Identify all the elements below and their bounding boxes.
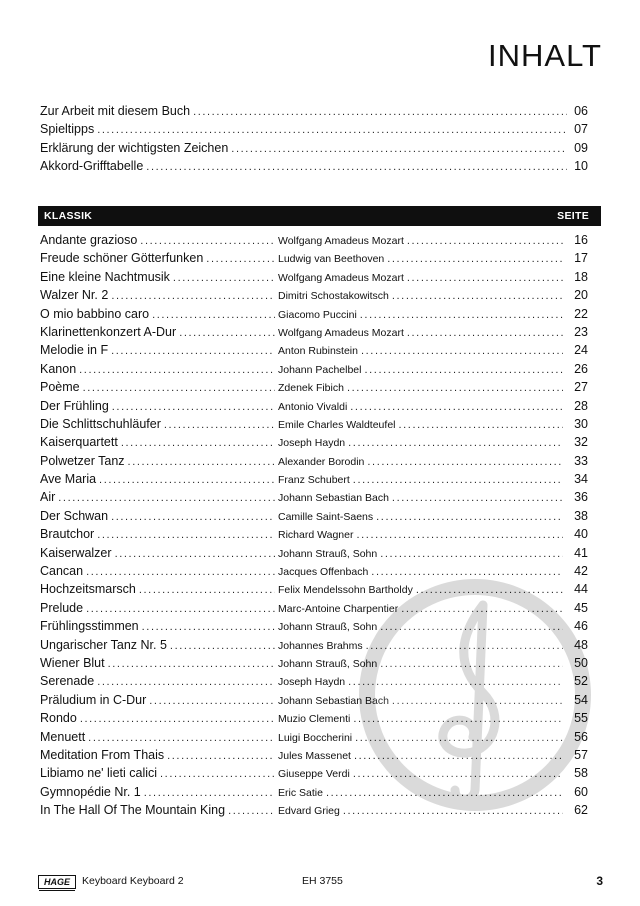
toc-entry[interactable] bbox=[40, 785, 588, 803]
entry-page: 22 bbox=[574, 306, 588, 321]
leader-dots bbox=[231, 143, 567, 155]
toc-entry[interactable] bbox=[40, 233, 588, 251]
toc-entry[interactable] bbox=[40, 490, 588, 508]
intro-item-page: 07 bbox=[574, 122, 588, 137]
entry-composer-cell bbox=[278, 805, 566, 817]
toc-entry[interactable] bbox=[40, 711, 588, 729]
entry-title: Andante grazioso bbox=[40, 233, 138, 247]
entry-title: Polwetzer Tanz bbox=[40, 453, 125, 468]
leader-dots bbox=[360, 309, 563, 321]
entry-composer: Zdenek Fibich bbox=[278, 382, 344, 395]
entry-page: 55 bbox=[574, 711, 588, 726]
toc-entry[interactable] bbox=[40, 325, 588, 343]
intro-item-page: 10 bbox=[574, 158, 588, 173]
entry-page: 57 bbox=[574, 747, 588, 762]
entry-page: 17 bbox=[574, 251, 588, 266]
entry-title: Der Frühling bbox=[40, 398, 109, 413]
toc-entry[interactable] bbox=[40, 546, 588, 564]
entry-composer-cell bbox=[278, 640, 566, 652]
entry-composer: Camille Saint-Saens bbox=[278, 510, 374, 523]
entry-composer-cell bbox=[278, 695, 566, 707]
leader-dots bbox=[160, 768, 275, 780]
entry-composer: Alexander Borodin bbox=[278, 455, 365, 468]
entry-title: Serenade bbox=[40, 674, 95, 689]
leader-dots bbox=[173, 272, 275, 284]
edition-code: EH 3755 bbox=[302, 875, 343, 887]
entry-composer-cell bbox=[278, 511, 566, 523]
entry-page: 60 bbox=[574, 784, 588, 799]
entry-composer: Jacques Offenbach bbox=[278, 566, 369, 579]
entry-title-cell bbox=[40, 362, 278, 376]
entry-composer: Wolfgang Amadeus Mozart bbox=[278, 326, 404, 339]
leader-dots bbox=[380, 658, 563, 670]
entry-title: Air bbox=[40, 490, 56, 505]
entry-title-cell bbox=[40, 307, 278, 321]
entry-page: 56 bbox=[574, 729, 588, 744]
leader-dots bbox=[149, 695, 275, 707]
entry-title-cell bbox=[40, 380, 278, 394]
entry-composer: Giuseppe Verdi bbox=[278, 768, 350, 781]
toc-entry[interactable] bbox=[40, 435, 588, 453]
entry-composer-cell bbox=[278, 419, 566, 431]
leader-dots bbox=[167, 750, 275, 762]
page-footer bbox=[38, 874, 603, 890]
entry-composer: Johann Pachelbel bbox=[278, 363, 362, 376]
leader-dots bbox=[97, 124, 567, 136]
entry-title-cell bbox=[40, 582, 278, 596]
toc-entry[interactable] bbox=[40, 693, 588, 711]
entry-page: 44 bbox=[574, 582, 588, 597]
toc-entry[interactable] bbox=[40, 766, 588, 784]
leader-dots bbox=[366, 640, 563, 652]
entry-composer: Dimitri Schostakowitsch bbox=[278, 290, 389, 303]
entry-title-cell bbox=[40, 490, 278, 504]
entry-title-cell bbox=[40, 638, 278, 652]
toc-entry[interactable] bbox=[40, 362, 588, 380]
entry-page: 16 bbox=[574, 233, 588, 247]
leader-dots bbox=[128, 456, 275, 468]
entry-composer-cell bbox=[278, 235, 566, 247]
entry-title-cell bbox=[40, 803, 278, 817]
intro-item-page: 09 bbox=[574, 140, 588, 155]
leader-dots bbox=[88, 732, 275, 744]
entry-title-cell bbox=[40, 233, 278, 247]
entry-composer: Edvard Grieg bbox=[278, 805, 340, 818]
intro-item[interactable] bbox=[40, 159, 588, 177]
leader-dots bbox=[367, 456, 563, 468]
leader-dots bbox=[111, 290, 275, 302]
entry-page: 20 bbox=[574, 288, 588, 303]
entry-page: 32 bbox=[574, 435, 588, 450]
toc-entry[interactable] bbox=[40, 288, 588, 306]
toc-entry[interactable] bbox=[40, 380, 588, 398]
leader-dots bbox=[164, 419, 275, 431]
toc-entry[interactable] bbox=[40, 399, 588, 417]
entry-composer: Luigi Boccherini bbox=[278, 731, 353, 744]
leader-dots bbox=[83, 382, 275, 394]
entry-composer-cell bbox=[278, 713, 566, 725]
leader-dots bbox=[348, 437, 563, 449]
toc-entry[interactable] bbox=[40, 730, 588, 748]
entry-page: 40 bbox=[574, 527, 588, 542]
entry-title-cell bbox=[40, 711, 278, 725]
leader-dots bbox=[112, 401, 275, 413]
leader-dots bbox=[58, 492, 275, 504]
entry-title: Ungarischer Tanz Nr. 5 bbox=[40, 637, 167, 652]
entry-title-cell bbox=[40, 251, 278, 265]
entry-page: 54 bbox=[574, 692, 588, 707]
entry-composer-cell bbox=[278, 787, 566, 799]
entry-title-cell bbox=[40, 730, 278, 744]
entry-page: 18 bbox=[574, 269, 588, 284]
entry-composer-cell bbox=[278, 584, 566, 596]
leader-dots bbox=[401, 603, 563, 615]
toc-entry[interactable] bbox=[40, 582, 588, 600]
entry-title: Gymnopédie Nr. 1 bbox=[40, 784, 141, 799]
entry-composer: Wolfgang Amadeus Mozart bbox=[278, 235, 404, 247]
entry-title-cell bbox=[40, 435, 278, 449]
leader-dots bbox=[354, 750, 563, 762]
leader-dots bbox=[364, 364, 563, 376]
entry-composer-cell bbox=[278, 272, 566, 284]
entry-title-cell bbox=[40, 546, 278, 560]
entry-title-cell bbox=[40, 693, 278, 707]
entry-page: 36 bbox=[574, 490, 588, 505]
leader-dots bbox=[353, 768, 563, 780]
leader-dots bbox=[97, 529, 275, 541]
leader-dots bbox=[392, 290, 563, 302]
entry-title-cell bbox=[40, 454, 278, 468]
leader-dots bbox=[140, 235, 275, 247]
intro-list bbox=[40, 104, 588, 177]
leader-dots bbox=[228, 805, 275, 817]
leader-dots bbox=[350, 401, 563, 413]
toc-entry[interactable] bbox=[40, 619, 588, 637]
entry-title: Ave Maria bbox=[40, 472, 97, 487]
entry-title-cell bbox=[40, 785, 278, 799]
entry-title-cell bbox=[40, 417, 278, 431]
leader-dots bbox=[356, 529, 563, 541]
entry-page: 30 bbox=[574, 416, 588, 431]
entry-page: 33 bbox=[574, 453, 588, 468]
leader-dots bbox=[371, 566, 563, 578]
leader-dots bbox=[146, 161, 567, 173]
entry-title: Melodie in F bbox=[40, 343, 109, 358]
contents-list bbox=[40, 233, 588, 822]
toc-entry[interactable] bbox=[40, 748, 588, 766]
entry-title-cell bbox=[40, 619, 278, 633]
section-header-bar bbox=[38, 206, 601, 226]
section-page-label: SEITE bbox=[557, 210, 589, 222]
entry-title: Brautchor bbox=[40, 527, 95, 542]
entry-title: Libiamo ne' lieti calici bbox=[40, 766, 158, 781]
entry-title: Cancan bbox=[40, 564, 84, 579]
entry-page: 38 bbox=[574, 508, 588, 523]
leader-dots bbox=[348, 676, 563, 688]
entry-title: Kaiserwalzer bbox=[40, 545, 112, 560]
toc-entry[interactable] bbox=[40, 638, 588, 656]
entry-composer: Richard Wagner bbox=[278, 529, 354, 542]
entry-title: Eine kleine Nachtmusik bbox=[40, 269, 170, 284]
leader-dots bbox=[121, 437, 275, 449]
entry-title: O mio babbino caro bbox=[40, 306, 150, 321]
leader-dots bbox=[407, 235, 563, 247]
intro-item[interactable] bbox=[40, 122, 588, 140]
toc-entry[interactable] bbox=[40, 674, 588, 692]
page-title: INHALT bbox=[488, 38, 602, 73]
entry-composer-cell bbox=[278, 566, 566, 578]
entry-composer-cell bbox=[278, 456, 566, 468]
entry-page: 27 bbox=[574, 380, 588, 395]
entry-composer: Jules Massenet bbox=[278, 749, 351, 762]
intro-item-title: Zur Arbeit mit diesem Buch bbox=[40, 104, 191, 118]
entry-title: Kaiserquartett bbox=[40, 435, 118, 450]
entry-page: 26 bbox=[574, 361, 588, 376]
toc-entry[interactable] bbox=[40, 472, 588, 490]
entry-page: 42 bbox=[574, 564, 588, 579]
toc-entry[interactable] bbox=[40, 270, 588, 288]
entry-page: 50 bbox=[574, 655, 588, 670]
entry-composer: Felix Mendelssohn Bartholdy bbox=[278, 584, 413, 597]
leader-dots bbox=[99, 474, 275, 486]
entry-composer-cell bbox=[278, 345, 566, 357]
entry-title: Hochzeitsmarsch bbox=[40, 582, 136, 597]
entry-title-cell bbox=[40, 601, 278, 615]
section-label: KLASSIK bbox=[44, 210, 93, 222]
entry-title: In The Hall Of The Mountain King bbox=[40, 803, 226, 818]
entry-page: 58 bbox=[574, 766, 588, 781]
entry-page: 46 bbox=[574, 619, 588, 634]
entry-composer-cell bbox=[278, 676, 566, 688]
entry-composer: Johann Strauß, Sohn bbox=[278, 547, 378, 560]
toc-entry[interactable] bbox=[40, 803, 588, 821]
entry-composer: Anton Rubinstein bbox=[278, 345, 358, 358]
entry-title-cell bbox=[40, 766, 278, 780]
leader-dots bbox=[80, 713, 275, 725]
entry-page: 45 bbox=[574, 600, 588, 615]
entry-composer: Joseph Haydn bbox=[278, 676, 346, 689]
entry-title-cell bbox=[40, 656, 278, 670]
entry-page: 34 bbox=[574, 472, 588, 487]
entry-title: Präludium in C-Dur bbox=[40, 692, 147, 707]
intro-item-title: Erklärung der wichtigsten Zeichen bbox=[40, 140, 229, 155]
entry-page: 52 bbox=[574, 674, 588, 689]
leader-dots bbox=[79, 364, 275, 376]
entry-composer: Johann Strauß, Sohn bbox=[278, 657, 378, 670]
intro-item-title: Spieltipps bbox=[40, 122, 95, 137]
entry-composer-cell bbox=[278, 474, 566, 486]
toc-entry[interactable] bbox=[40, 417, 588, 435]
entry-page: 28 bbox=[574, 398, 588, 413]
leader-dots bbox=[376, 511, 563, 523]
leader-dots bbox=[179, 327, 275, 339]
entry-composer: Wolfgang Amadeus Mozart bbox=[278, 271, 404, 284]
entry-composer-cell bbox=[278, 401, 566, 413]
entry-composer-cell bbox=[278, 603, 566, 615]
entry-composer: Johann Sebastian Bach bbox=[278, 492, 389, 505]
entry-page: 23 bbox=[574, 324, 588, 339]
leader-dots bbox=[353, 713, 563, 725]
entry-title: Wiener Blut bbox=[40, 655, 105, 670]
entry-composer-cell bbox=[278, 290, 566, 302]
leader-dots bbox=[193, 106, 567, 118]
leader-dots bbox=[144, 787, 275, 799]
entry-title-cell bbox=[40, 343, 278, 357]
leader-dots bbox=[353, 474, 563, 486]
toc-entry[interactable] bbox=[40, 307, 588, 325]
entry-title: Menuett bbox=[40, 729, 86, 744]
toc-entry[interactable] bbox=[40, 454, 588, 472]
entry-composer: Muzio Clementi bbox=[278, 713, 351, 726]
entry-composer: Giacomo Puccini bbox=[278, 308, 357, 321]
entry-page: 48 bbox=[574, 637, 588, 652]
entry-composer: Emile Charles Waldteufel bbox=[278, 418, 396, 431]
entry-title-cell bbox=[40, 748, 278, 762]
intro-item[interactable] bbox=[40, 104, 588, 122]
entry-title: Klarinettenkonzert A-Dur bbox=[40, 324, 177, 339]
leader-dots bbox=[392, 695, 563, 707]
entry-composer: Johann Strauß, Sohn bbox=[278, 621, 378, 634]
leader-dots bbox=[343, 805, 563, 817]
entry-composer-cell bbox=[278, 658, 566, 670]
leader-dots bbox=[115, 548, 275, 560]
entry-composer-cell bbox=[278, 621, 566, 633]
leader-dots bbox=[355, 732, 563, 744]
entry-page: 24 bbox=[574, 343, 588, 358]
toc-entry[interactable] bbox=[40, 343, 588, 361]
book-title: Keyboard Keyboard 2 bbox=[82, 875, 184, 887]
entry-page: 41 bbox=[574, 545, 588, 560]
entry-title-cell bbox=[40, 564, 278, 578]
leader-dots bbox=[387, 253, 563, 265]
entry-title: Walzer Nr. 2 bbox=[40, 288, 109, 303]
leader-dots bbox=[111, 511, 275, 523]
leader-dots bbox=[399, 419, 564, 431]
leader-dots bbox=[152, 309, 275, 321]
leader-dots bbox=[86, 566, 275, 578]
toc-entry[interactable] bbox=[40, 251, 588, 269]
entry-composer: Franz Schubert bbox=[278, 474, 350, 487]
entry-composer-cell bbox=[278, 529, 566, 541]
entry-title: Poème bbox=[40, 380, 80, 395]
toc-entry[interactable] bbox=[40, 601, 588, 619]
intro-item-title: Akkord-Grifftabelle bbox=[40, 158, 144, 173]
leader-dots bbox=[380, 621, 563, 633]
entry-title-cell bbox=[40, 472, 278, 486]
leader-dots bbox=[347, 382, 563, 394]
leader-dots bbox=[416, 584, 563, 596]
toc-entry[interactable] bbox=[40, 564, 588, 582]
leader-dots bbox=[108, 658, 275, 670]
entry-composer-cell bbox=[278, 548, 566, 560]
entry-composer: Johannes Brahms bbox=[278, 639, 363, 652]
entry-title: Prelude bbox=[40, 600, 84, 615]
entry-composer: Eric Satie bbox=[278, 786, 323, 799]
entry-title: Rondo bbox=[40, 711, 77, 726]
entry-title: Kanon bbox=[40, 361, 77, 376]
entry-composer: Joseph Haydn bbox=[278, 437, 346, 450]
leader-dots bbox=[97, 676, 275, 688]
entry-title-cell bbox=[40, 509, 278, 523]
toc-entry[interactable] bbox=[40, 509, 588, 527]
entry-title-cell bbox=[40, 325, 278, 339]
intro-item[interactable] bbox=[40, 141, 588, 159]
entry-composer-cell bbox=[278, 437, 566, 449]
entry-title-cell bbox=[40, 674, 278, 688]
entry-title-cell bbox=[40, 399, 278, 413]
toc-entry[interactable] bbox=[40, 656, 588, 674]
leader-dots bbox=[86, 603, 275, 615]
leader-dots bbox=[111, 345, 275, 357]
entry-title: Freude schöner Götterfunken bbox=[40, 251, 204, 266]
publisher-logo: HAGE bbox=[38, 875, 76, 889]
entry-composer-cell bbox=[278, 327, 566, 339]
entry-composer-cell bbox=[278, 253, 566, 265]
entry-composer-cell bbox=[278, 750, 566, 762]
entry-title: Meditation From Thais bbox=[40, 747, 165, 762]
entry-composer-cell bbox=[278, 382, 566, 394]
leader-dots bbox=[392, 492, 563, 504]
entry-title-cell bbox=[40, 270, 278, 284]
entry-composer: Marc-Antoine Charpentier bbox=[278, 602, 399, 615]
entry-title: Die Schlittschuhläufer bbox=[40, 416, 161, 431]
leader-dots bbox=[139, 584, 275, 596]
entry-composer-cell bbox=[278, 364, 566, 376]
leader-dots bbox=[407, 327, 563, 339]
entry-composer: Antonio Vivaldi bbox=[278, 400, 348, 413]
entry-composer-cell bbox=[278, 732, 566, 744]
entry-title-cell bbox=[40, 288, 278, 302]
entry-composer: Johann Sebastian Bach bbox=[278, 694, 389, 707]
entry-composer-cell bbox=[278, 768, 566, 780]
intro-item-page: 06 bbox=[574, 104, 588, 118]
entry-composer-cell bbox=[278, 492, 566, 504]
leader-dots bbox=[170, 640, 275, 652]
page-number: 3 bbox=[596, 874, 603, 888]
entry-composer: Ludwig van Beethoven bbox=[278, 253, 385, 266]
leader-dots bbox=[407, 272, 563, 284]
entry-title: Frühlingsstimmen bbox=[40, 619, 139, 634]
entry-composer-cell bbox=[278, 309, 566, 321]
leader-dots bbox=[326, 787, 563, 799]
leader-dots bbox=[361, 345, 563, 357]
leader-dots bbox=[206, 253, 275, 265]
leader-dots bbox=[380, 548, 563, 560]
entry-page: 62 bbox=[574, 803, 588, 818]
entry-title-cell bbox=[40, 527, 278, 541]
toc-entry[interactable] bbox=[40, 527, 588, 545]
entry-title: Der Schwan bbox=[40, 508, 109, 523]
leader-dots bbox=[142, 621, 275, 633]
